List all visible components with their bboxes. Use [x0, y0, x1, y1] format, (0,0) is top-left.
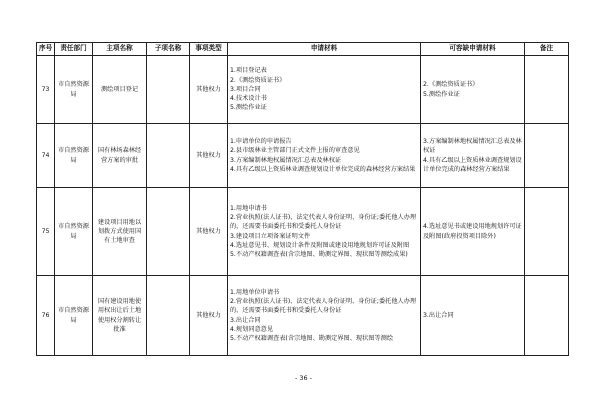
dept-cell: 市自然资源局	[55, 56, 93, 124]
material-line: 3.建设项目立项备案证明文件	[230, 232, 311, 240]
material-line: 4.技术设计书	[230, 95, 267, 103]
header-cell: 责任部门	[55, 43, 93, 56]
type-cell: 其他权力	[190, 56, 228, 124]
material-line: 1.申请单位的申请报告	[230, 137, 292, 145]
optional-cell	[421, 188, 525, 276]
dept-cell: 市自然资源局	[55, 276, 93, 356]
header-cell: 主项名称	[93, 43, 147, 56]
table-row	[37, 188, 569, 276]
optional-line: 4.具有乙级以上资质林业调查规划设计单位完成的森林经营方案结果	[423, 156, 522, 173]
optional-cell	[421, 276, 525, 356]
sub-item-cell	[147, 276, 190, 356]
materials-cell	[228, 276, 421, 356]
note-cell	[525, 56, 569, 124]
note-cell	[525, 276, 569, 356]
header-cell: 序号	[37, 43, 55, 56]
sub-item-cell	[147, 188, 190, 276]
row-number: 75	[37, 188, 55, 276]
material-line: 3.出让合同	[230, 316, 261, 324]
optional-line: 3.出让合同	[423, 311, 454, 319]
header-cell: 申请材料	[228, 43, 421, 56]
main-item-cell: 国有建设用地使用权出让后土地使用权分割转让批准	[93, 276, 147, 356]
material-line: 5.不动产权籍调查表(含宗地图、勘测定界图、现状图等测绘	[230, 335, 394, 343]
material-line: 2.县市级林业主管部门正式文件上报的审查意见	[230, 147, 360, 155]
material-line: 5.测绘作业证	[230, 104, 267, 112]
main-item-cell: 测绘项目登记	[93, 56, 147, 124]
optional-cell	[421, 56, 525, 124]
material-line: 1.用地单位申请书	[230, 288, 280, 296]
optional-line: 4.选址意见书或建设用地规划许可证及附图(政府投资项目除外)	[423, 223, 522, 240]
material-line: 4.具有乙级以上资质林业调查规划设计单位完成的森林经营方案结果	[230, 165, 416, 173]
material-line: 4.规划同意意见	[230, 325, 274, 333]
type-cell: 其他权力	[190, 124, 228, 188]
row-number: 74	[37, 124, 55, 188]
type-cell: 其他权力	[190, 276, 228, 356]
material-line: 3.方案编制林地权属情况汇总表及林权证	[230, 156, 342, 164]
material-line: 1.用地申请书	[230, 204, 267, 212]
materials-cell	[228, 124, 421, 188]
table-row	[37, 124, 569, 188]
dept-cell: 市自然资源局	[55, 188, 93, 276]
header-row	[37, 43, 569, 56]
material-line: 1.项目登记表	[230, 67, 267, 75]
optional-cell	[421, 124, 525, 188]
materials-cell	[228, 56, 421, 124]
header-cell: 可容缺申请材料	[421, 43, 525, 56]
row-number: 76	[37, 276, 55, 356]
materials-table	[36, 42, 569, 356]
header-cell: 事项类型	[190, 43, 228, 56]
material-line: 2.《测绘资质证书》	[230, 76, 286, 84]
table-row	[37, 276, 569, 356]
header-cell: 子项名称	[147, 43, 190, 56]
sub-item-cell	[147, 56, 190, 124]
material-line: 2.营业执照(法人证书)、法定代表人身份证明、身份证;委托他人办理的，还需要书面委托书和受委托人身份证	[230, 213, 417, 231]
table-row	[37, 56, 569, 124]
materials-cell	[228, 188, 421, 276]
material-line: 4.选址意见书、规划设计条件及附图或建设用地规划许可证及附图	[230, 241, 410, 249]
sub-item-cell	[147, 124, 190, 188]
header-cell: 备注	[525, 43, 569, 56]
main-item-cell: 建设项目用地以划拨方式使用国有土地审查	[93, 188, 147, 276]
page-number: - 36 -	[294, 374, 313, 382]
optional-line: 3.方案编制林地权属情况汇总表及林权证	[423, 137, 522, 155]
row-number: 73	[37, 56, 55, 124]
note-cell	[525, 188, 569, 276]
main-item-cell: 国有林场森林经营方案的审批	[93, 124, 147, 188]
material-line: 5.不动产权籍调查表(含宗地图、勘测定界图、现状图等测绘成果)	[230, 251, 408, 259]
material-line: 2.营业执照(法人证书)、法定代表人身份证明、身份证;委托他人办理的，还需要书面委托书和受委托人身份证	[230, 297, 417, 315]
optional-line: 2.《测绘资质证书》	[423, 81, 479, 89]
dept-cell: 市自然资源局	[55, 124, 93, 188]
type-cell: 其他权力	[190, 188, 228, 276]
note-cell	[525, 124, 569, 188]
material-line: 3.项目合同	[230, 85, 261, 93]
optional-line: 5.测绘作业证	[423, 90, 460, 98]
